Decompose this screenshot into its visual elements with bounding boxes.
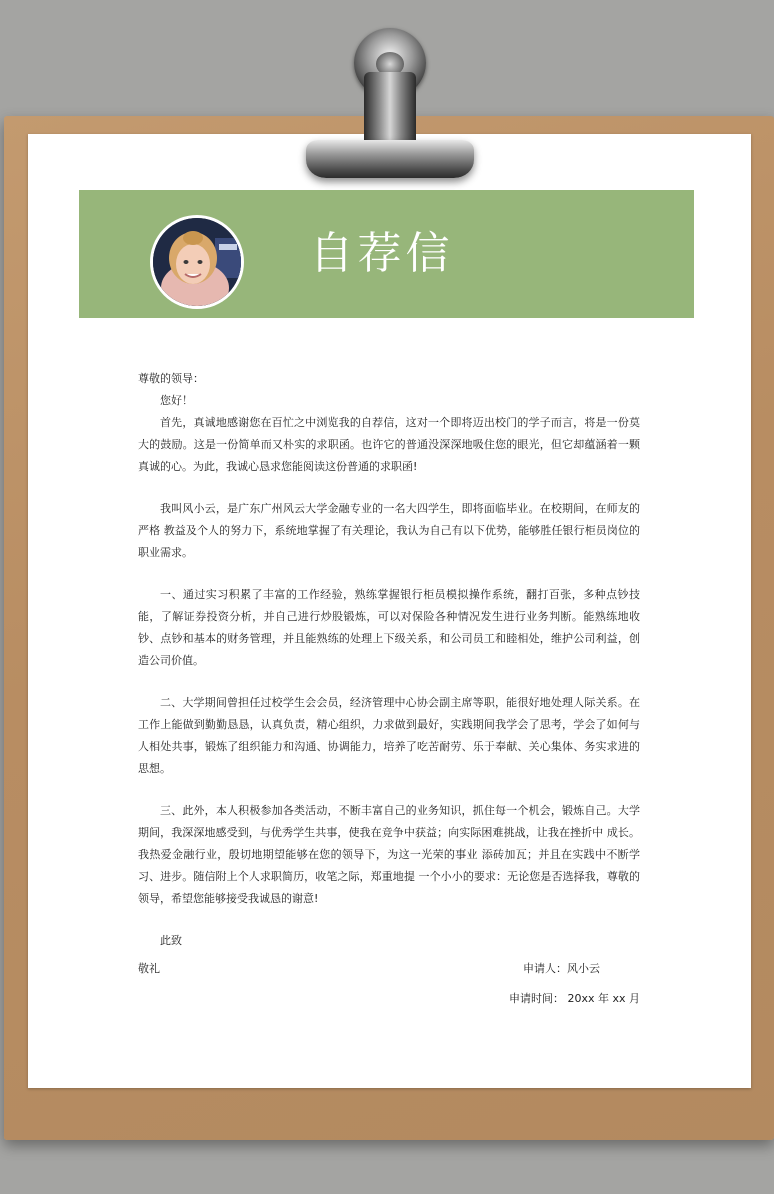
date-row: [138, 988, 640, 1010]
letter-paragraph: 三、此外，本人积极参加各类活动，不断丰富自己的业务知识，抓住每一个机会，锻炼自己。大学期间，我深深地感受到，与优秀学生共事，使我在竞争中获益；向实际困难挑战，让我在挫折中 成长。我热爱金融行业，殷切地期望能够在您的领导下，为这一光荣的事业 添砖加瓦；并且在实践中不断学习、进步。随信附上个人求职简历，收笔之际，郑重地提 一个小小的要求：无论您是否选择我，尊敬的领导，希望您能够接受我诚恳的谢意!: [138, 804, 640, 905]
salutation: 尊敬的领导：: [138, 372, 204, 385]
greeting: 您好！: [160, 394, 193, 407]
letter-paragraph: 我叫风小云，是广东广州风云大学金融专业的一名大四学生，即将面临毕业。在校期间，在师友的严格 教益及个人的努力下，系统地掌握了有关理论，我认为自己有以下优势，能够胜任银行柜员岗位的职业需求。: [138, 502, 640, 559]
clip-base: [306, 140, 474, 178]
signature-row: [138, 958, 640, 980]
closing: 此致: [160, 934, 182, 947]
applicant-name: 申请人：风小云: [523, 962, 600, 975]
letter-paragraph: 一、通过实习积累了丰富的工作经验，熟练掌握银行柜员模拟操作系统，翻打百张，多种点钞技能，了解证券投资分析，并自己进行炒股锻炼，可以对保险各种情况发生进行业务判断。能熟练地收钞、点钞和基本的财务管理，并且能熟练的处理上下级关系，和公司员工和睦相处，维护公司利益，创造公司价值。: [138, 588, 640, 667]
application-date: 申请时间： 20xx 年 xx 月: [508, 992, 640, 1005]
header-banner: [79, 190, 694, 318]
letter-body: [138, 368, 640, 1010]
page-title: 自荐信: [309, 228, 454, 279]
avatar: [150, 215, 244, 309]
avatar-photo: [153, 218, 241, 306]
regards: 敬礼: [138, 962, 160, 975]
letter-paragraph: 首先，真诚地感谢您在百忙之中浏览我的自荐信，这对一个即将迈出校门的学子而言，将是一份莫大的鼓励。这是一份简单而又朴实的求职函。也许它的普通没深深地吸住您的眼光，但它却蕴涵着一颗真诚的心。为此，我诚心恳求您能阅读这份普通的求职函!: [138, 416, 640, 473]
binder-clip: [298, 22, 483, 182]
letter-paragraph: 二、大学期间曾担任过校学生会会员，经济管理中心协会副主席等职，能很好地处理人际关系。在工作上能做到勤勤恳恳，认真负责，精心组织，力求做到最好，实践期间我学会了思考，学会了如何与人相处共事，锻炼了组织能力和沟通、协调能力，培养了吃苦耐劳、乐于奉献、关心集体、务实求进的思想。: [138, 696, 640, 775]
